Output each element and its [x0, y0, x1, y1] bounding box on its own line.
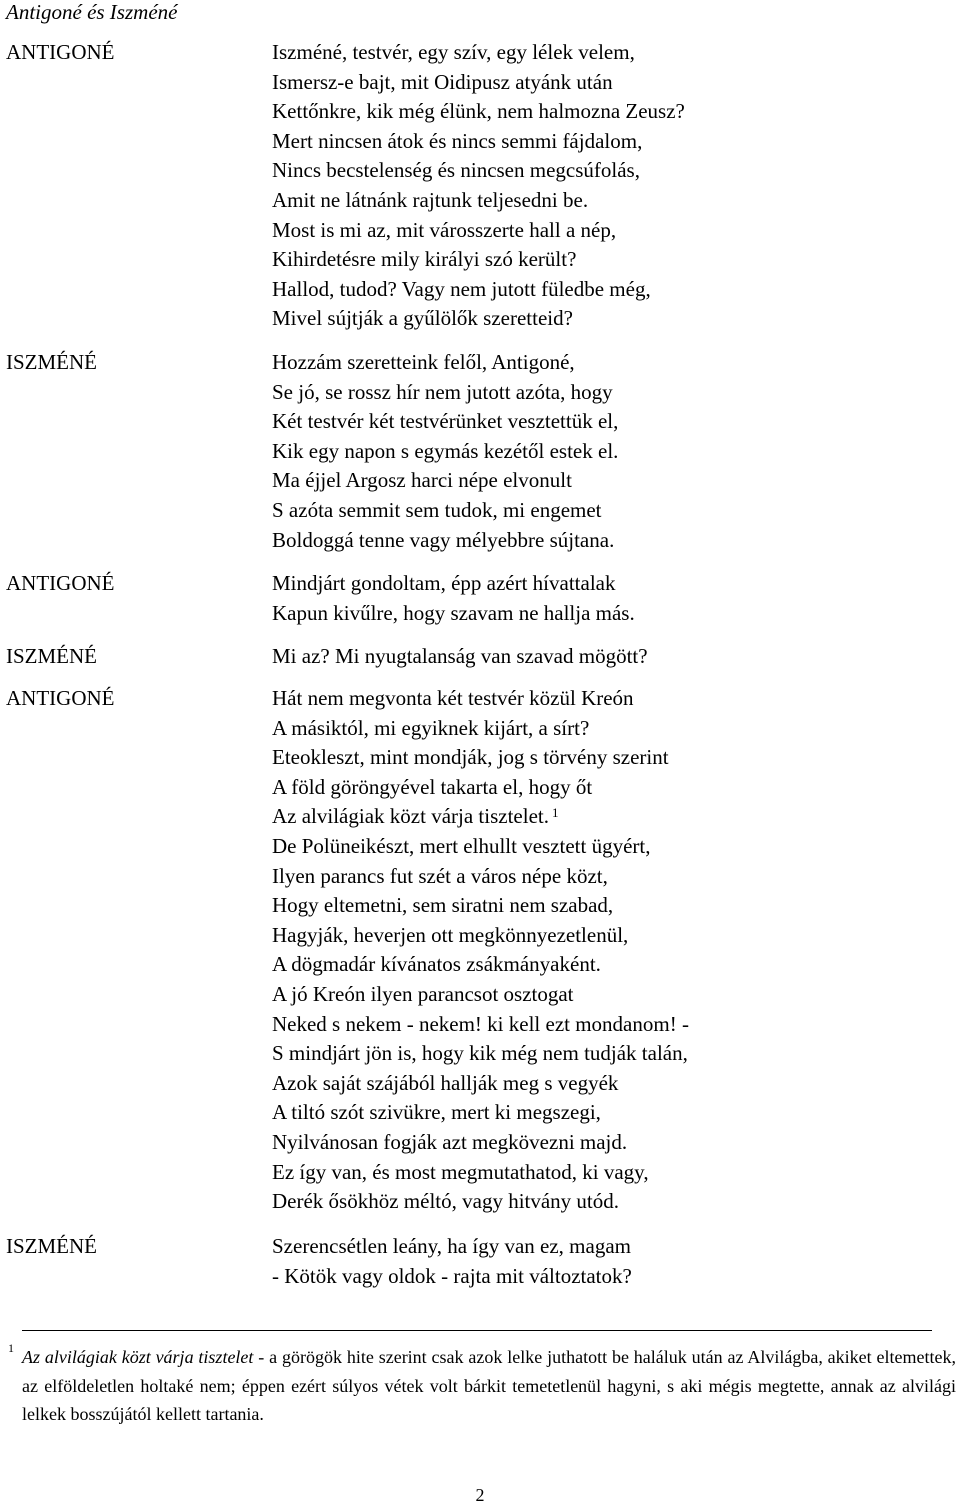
verse-line [272, 802, 952, 832]
speaker-name: ISZMÉNÉ [6, 350, 97, 374]
verse-line: Derék ősökhöz méltó, vagy hitvány utód. [272, 1189, 620, 1214]
verse-line: Mivel sújtják a gyűlölők szeretteid? [272, 306, 573, 331]
verse-line: Kettőnkre, kik még élünk, nem halmozna Zeusz? [272, 99, 685, 124]
footnote-text: - a görögök hite szerint csak azok lelke juthatott be haláluk után az Alvilágba, akiket eltemettek, az elföldeletlen holtaké nem; éppen ezért súlyos vétek volt bárkit temetetlenül hagyni, s aki mégis megtette, annak az alvilági lelkek bosszújától kellett tartania. [22, 1347, 956, 1424]
verse-line: Neked s nekem - nekem! ki kell ezt mondanom! - [272, 1011, 689, 1036]
verse-line: S azóta semmit sem tudok, mi engemet [272, 497, 602, 522]
verse-line: Iszméné, testvér, egy szív, egy lélek velem, [272, 40, 635, 64]
verse-line: Mindjárt gondoltam, épp azért hívattalak [272, 571, 616, 595]
verse-line: Mi az? Mi nyugtalanság van szavad mögött? [272, 644, 648, 668]
verse-line: Hát nem megvonta két testvér közül Kreón [272, 686, 634, 710]
footnote-mark: 1 [8, 1341, 14, 1355]
verse-line: A tiltó szót szivükre, mert ki megszegi, [272, 1100, 601, 1125]
verse-line: Nincs becstelenség és nincsen megcsúfolás, [272, 158, 640, 183]
verse-lines [272, 38, 952, 334]
footnote [8, 1341, 956, 1429]
verse-line: Hagyják, heverjen ott megkönnyezetlenül, [272, 922, 629, 947]
verse-line: Se jó, se rossz hír nem jutott azóta, hogy [272, 379, 613, 404]
verse-line: Ma éjjel Argosz harci népe elvonult [272, 468, 572, 493]
verse-line: A másiktól, mi egyiknek kijárt, a sírt? [272, 715, 590, 740]
verse-line: Hallod, tudod? Vagy nem jutott füledbe még, [272, 276, 651, 301]
verse-line: Két testvér két testvérünket vesztettük el, [272, 409, 619, 434]
speaker-name: ANTIGONÉ [6, 40, 115, 64]
verse-line: Hogy eltemetni, sem siratni nem szabad, [272, 893, 614, 918]
verse-line: Most is mi az, mit városszerte hall a nép, [272, 217, 617, 242]
verse-line: Azok saját szájából hallják meg s vegyék [272, 1070, 619, 1095]
verse-line: A dögmadár kívánatos zsákmányaként. [272, 952, 601, 977]
verse-line: Mert nincsen átok és nincs semmi fájdalom, [272, 128, 643, 153]
verse-line: Nyilvánosan fogják azt megkövezni majd. [272, 1129, 628, 1154]
verse-line: Ilyen parancs fut szét a város népe közt, [272, 863, 608, 888]
verse-lines [272, 684, 952, 1217]
verse-line: - Kötök vagy oldok - rajta mit változtatok? [272, 1263, 632, 1288]
verse-line: S mindjárt jön is, hogy kik még nem tudják talán, [272, 1041, 688, 1066]
footnote-divider [22, 1330, 932, 1331]
footnote-reference[interactable]: 1 [551, 805, 559, 821]
verse-line: Kapun kivűlre, hogy szavam ne hallja más. [272, 600, 635, 625]
verse-line: De Polüneikészt, mert elhullt vesztett ügyért, [272, 833, 651, 858]
verse-line: Szerencsétlen leány, ha így van ez, magam [272, 1234, 631, 1258]
page-number: 2 [475, 1485, 485, 1505]
verse-line-text: Az alvilágiak közt várja tisztelet. [272, 804, 549, 829]
verse-line: Ismersz-e bajt, mit Oidipusz atyánk után [272, 69, 613, 94]
verse-line: Kihirdetésre mily királyi szó került? [272, 247, 577, 272]
speaker-name: ANTIGONÉ [6, 571, 115, 595]
footnote-term: Az alvilágiak közt várja tisztelet [22, 1347, 254, 1367]
verse-lines [272, 569, 952, 628]
speaker-name: ISZMÉNÉ [6, 1234, 97, 1258]
verse-line: Boldoggá tenne vagy mélyebbre sújtana. [272, 527, 615, 552]
verse-line: Kik egy napon s egymás kezétől estek el. [272, 438, 619, 463]
verse-line: Amit ne látnánk rajtunk teljesedni be. [272, 187, 589, 212]
verse-lines [272, 1232, 952, 1291]
verse-line: Eteokleszt, mint mondják, jog s törvény szerint [272, 745, 669, 770]
page-title: Antigoné és Iszméné [6, 0, 178, 24]
speaker-name: ISZMÉNÉ [6, 644, 97, 668]
speaker-name: ANTIGONÉ [6, 686, 115, 710]
verse-line: Ez így van, és most megmutathatod, ki vagy, [272, 1159, 649, 1184]
verse-lines [272, 348, 952, 555]
verse-line: A föld göröngyével takarta el, hogy őt [272, 774, 593, 799]
verse-lines [272, 642, 952, 672]
verse-line: A jó Kreón ilyen parancsot osztogat [272, 981, 574, 1006]
verse-line: Hozzám szeretteink felől, Antigoné, [272, 350, 575, 374]
